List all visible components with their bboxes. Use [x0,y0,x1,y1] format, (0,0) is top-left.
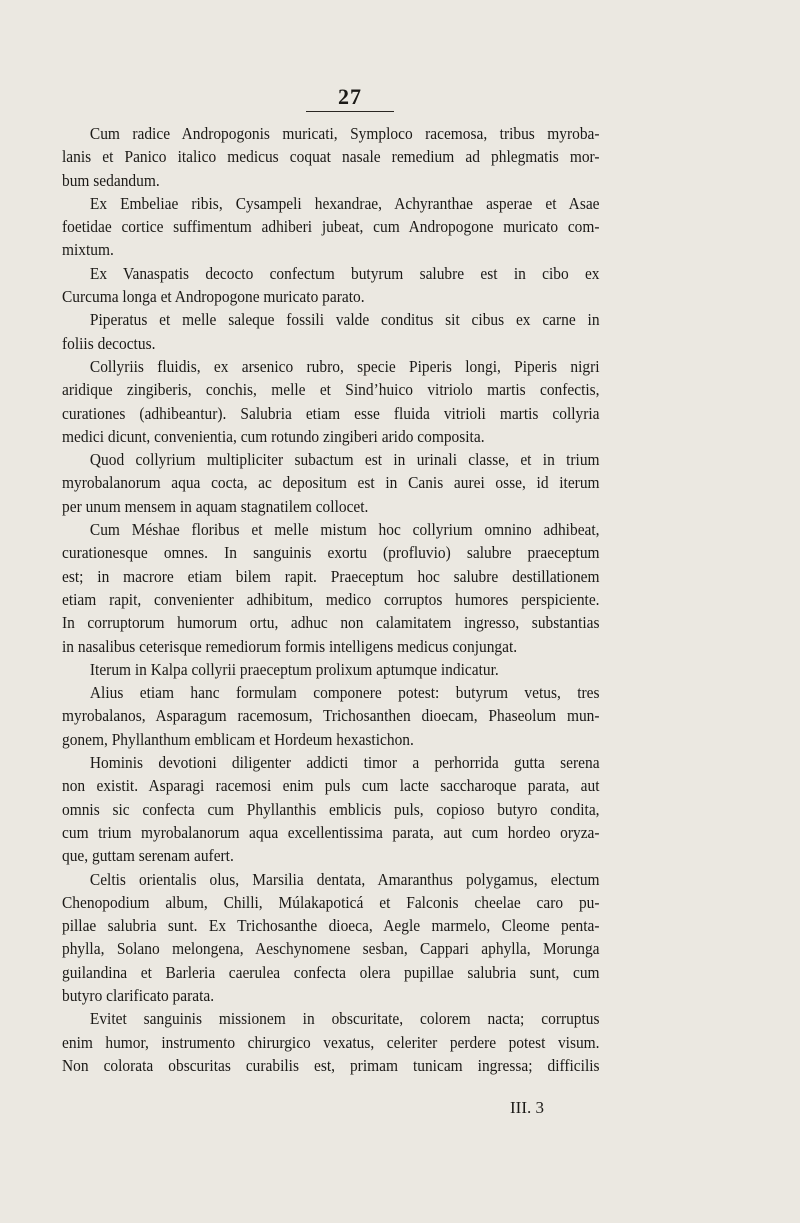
text-line: myrobalanos, Asparagum racemosum, Trichosanthen dioecam, Phaseolum mun- [62,706,600,726]
text-line: curationesque omnes. In sanguinis exortu (profluvio) salubre praeceptum [62,543,600,563]
text-line: que, guttam serenam aufert. [62,846,234,866]
text-line: etiam rapit, convenienter adhibitum, medico corruptos humores perspiciente. [62,589,600,609]
text-line: In corruptorum humorum ortu, adhuc non calamitatem ingresso, substantias [62,613,600,633]
text-line: mixtum. [62,240,114,260]
text-line: Evitet sanguinis missionem in obscuritate, colorem nacta; corruptus [89,1009,600,1029]
text-line: butyro clarificato parata. [62,985,215,1005]
text-line: omnis sic confecta cum Phyllanthis emblicis puls, copioso butyro condita, [62,799,600,819]
text-line: Collyriis fluidis, ex arsenico rubro, specie Piperis longi, Piperis nigri [89,356,600,376]
text-line: bum sedandum. [62,170,160,190]
text-line: Curcuma longa et Andropogone muricato parato. [62,287,365,307]
text-line: foetidae cortice suffimentum adhiberi jubeat, cum Andropogone muricato com- [62,217,600,237]
text-line: Celtis orientalis olus, Marsilia dentata, Amaranthus polygamus, electum [89,869,600,889]
text-line: in nasalibus ceterisque remediorum formis intelligens medicus conjungat. [62,636,518,656]
page-header [306,84,394,112]
text-line: Chenopodium album, Chilli, Múlakapoticá et Falconis cheelae caro pu- [62,892,600,912]
header-rule [306,111,394,112]
text-line: phylla, Solano melongena, Aeschynomene sesban, Cappari aphylla, Morunga [62,939,600,959]
text-line: Iterum in Kalpa collyrii praeceptum prolixum aptumque indicatur. [89,659,499,679]
text-line: non existit. Asparagi racemosi enim puls cum lacte saccharoque parata, aut [62,776,600,796]
text-line: curationes (adhibeantur). Salubria etiam esse fluida vitrioli martis collyria [62,403,600,423]
text-line: Ex Vanaspatis decocto confectum butyrum salubre est in cibo ex [89,263,600,283]
text-line: myrobalanorum aqua cocta, ac depositum est in Canis aurei osse, id iterum [62,473,600,493]
text-line: Cum Méshae floribus et melle mistum hoc collyrium omnino adhibeat, [89,520,600,540]
text-line: Ex Embeliae ribis, Cysampeli hexandrae, Achyranthae asperae et Asae [89,193,600,213]
text-line: foliis decoctus. [62,333,156,353]
text-line: Cum radice Andropogonis muricati, Symploco racemosa, tribus myroba- [89,124,600,143]
text-line: medici dicunt, convenientia, cum rotundo zingiberi arido composita. [62,426,485,446]
text-line: guilandina et Barleria caerulea confecta olera pupillae salubria sunt, cum [62,962,600,982]
text-line: per unum mensem in aquam stagnatilem collocet. [62,496,369,516]
text-line: aridique zingiberis, conchis, melle et Sind’huico vitriolo martis confectis, [62,380,600,400]
text-line: pillae salubria sunt. Ex Trichosanthe dioeca, Aegle marmelo, Cleome penta- [62,916,600,936]
signature-mark: III. 3 [510,1098,544,1117]
text-line: lanis et Panico italico medicus coquat nasale remedium ad phlegmatis mor- [62,147,600,167]
text-line: est; in macrore etiam bilem rapit. Praeceptum hoc salubre destillationem [62,566,600,586]
text-line: Quod collyrium multipliciter subactum est in urinali classe, et in trium [89,450,600,470]
text-line: Hominis devotioni diligenter addicti timor a perhorrida gutta serena [89,753,600,773]
text-line: Alius etiam hanc formulam componere potest: butyrum vetus, tres [89,683,600,703]
page-number: 27 [338,84,362,109]
text-line: cum trium myrobalanorum aqua excellentissima parata, aut cum hordeo oryza- [62,822,600,842]
text-line: enim humor, instrumento chirurgico vexatus, celeriter perdere potest visum. [62,1032,600,1052]
text-line: Piperatus et melle saleque fossili valde conditus sit cibus ex carne in [89,310,600,330]
text-line: Non colorata obscuritas curabilis est, primam tunicam ingressa; difficilis [62,1055,600,1075]
text-line: gonem, Phyllanthum emblicam et Hordeum hexastichon. [62,729,414,749]
body-text [62,122,600,1077]
